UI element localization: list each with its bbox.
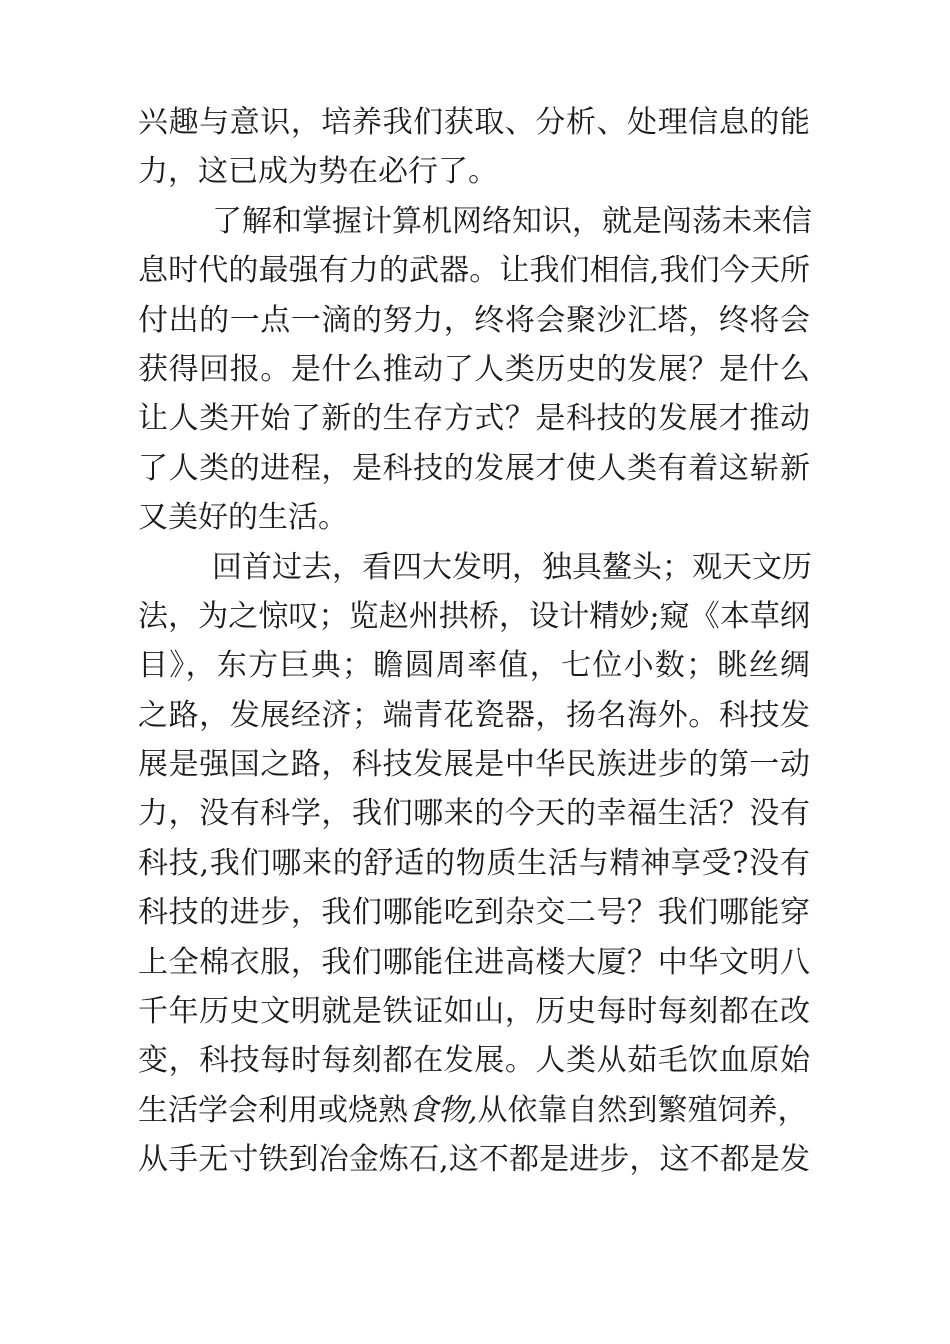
text-line: 科技的进步，我们哪能吃到杂交二号？我们哪能穿 — [138, 895, 810, 931]
text-line: 息时代的最强有力的武器。让我们相信,我们今天所 — [138, 253, 810, 289]
text-segment: 从依靠自然到繁殖饲养， — [477, 1092, 808, 1128]
text-line: 又美好的生活。 — [138, 500, 348, 536]
text-line: 上全棉衣服，我们哪能住进高楼大厦？中华文明八 — [138, 944, 810, 980]
paragraph-3 — [138, 543, 810, 1185]
text-line: 力，这已成为势在必行了。 — [138, 154, 498, 190]
italic-text-segment: 食物, — [408, 1092, 478, 1128]
text-line: 了解和掌握计算机网络知识，就是闯荡未来信 — [212, 203, 812, 239]
text-segment: 生活学会利用或烧熟 — [138, 1092, 408, 1128]
text-line: 展是强国之路，科技发展是中华民族进步的第一动 — [138, 747, 810, 783]
text-line: 目》，东方巨典；瞻圆周率值，七位小数；眺丝绸 — [138, 648, 810, 684]
text-line: 变，科技每时每刻都在发展。人类从茹毛饮血原始 — [138, 1043, 810, 1079]
text-line: 法，为之惊叹；览赵州拱桥，设计精妙;窥《本草纲 — [138, 598, 810, 634]
text-line: 千年历史文明就是铁证如山，历史每时每刻都在改 — [138, 994, 810, 1030]
text-line: 之路，发展经济；端青花瓷器，扬名海外。科技发 — [138, 697, 810, 733]
text-line: 了人类的进程，是科技的发展才使人类有着这崭新 — [138, 450, 810, 486]
text-line: 科技,我们哪来的舒适的物质生活与精神享受?没有 — [138, 845, 810, 881]
text-line: 力，没有科学，我们哪来的今天的幸福生活？没有 — [138, 796, 810, 832]
paragraph-2 — [138, 197, 810, 543]
text-line: 兴趣与意识，培养我们获取、分析、处理信息的能 — [138, 105, 810, 140]
text-line-mixed — [138, 1086, 810, 1135]
text-line: 付出的一点一滴的努力，终将会聚沙汇塔，终将会 — [138, 302, 810, 338]
paragraph-1 — [138, 98, 810, 197]
text-line: 获得回报。是什么推动了人类历史的发展？是什么 — [138, 351, 810, 387]
text-line: 让人类开始了新的生存方式？是科技的发展才推动 — [138, 401, 810, 437]
text-line: 从手无寸铁到冶金炼石,这不都是进步，这不都是发 — [138, 1142, 810, 1178]
text-line: 回首过去，看四大发明，独具鳌头；观天文历 — [212, 549, 812, 585]
document-page — [138, 98, 810, 1185]
